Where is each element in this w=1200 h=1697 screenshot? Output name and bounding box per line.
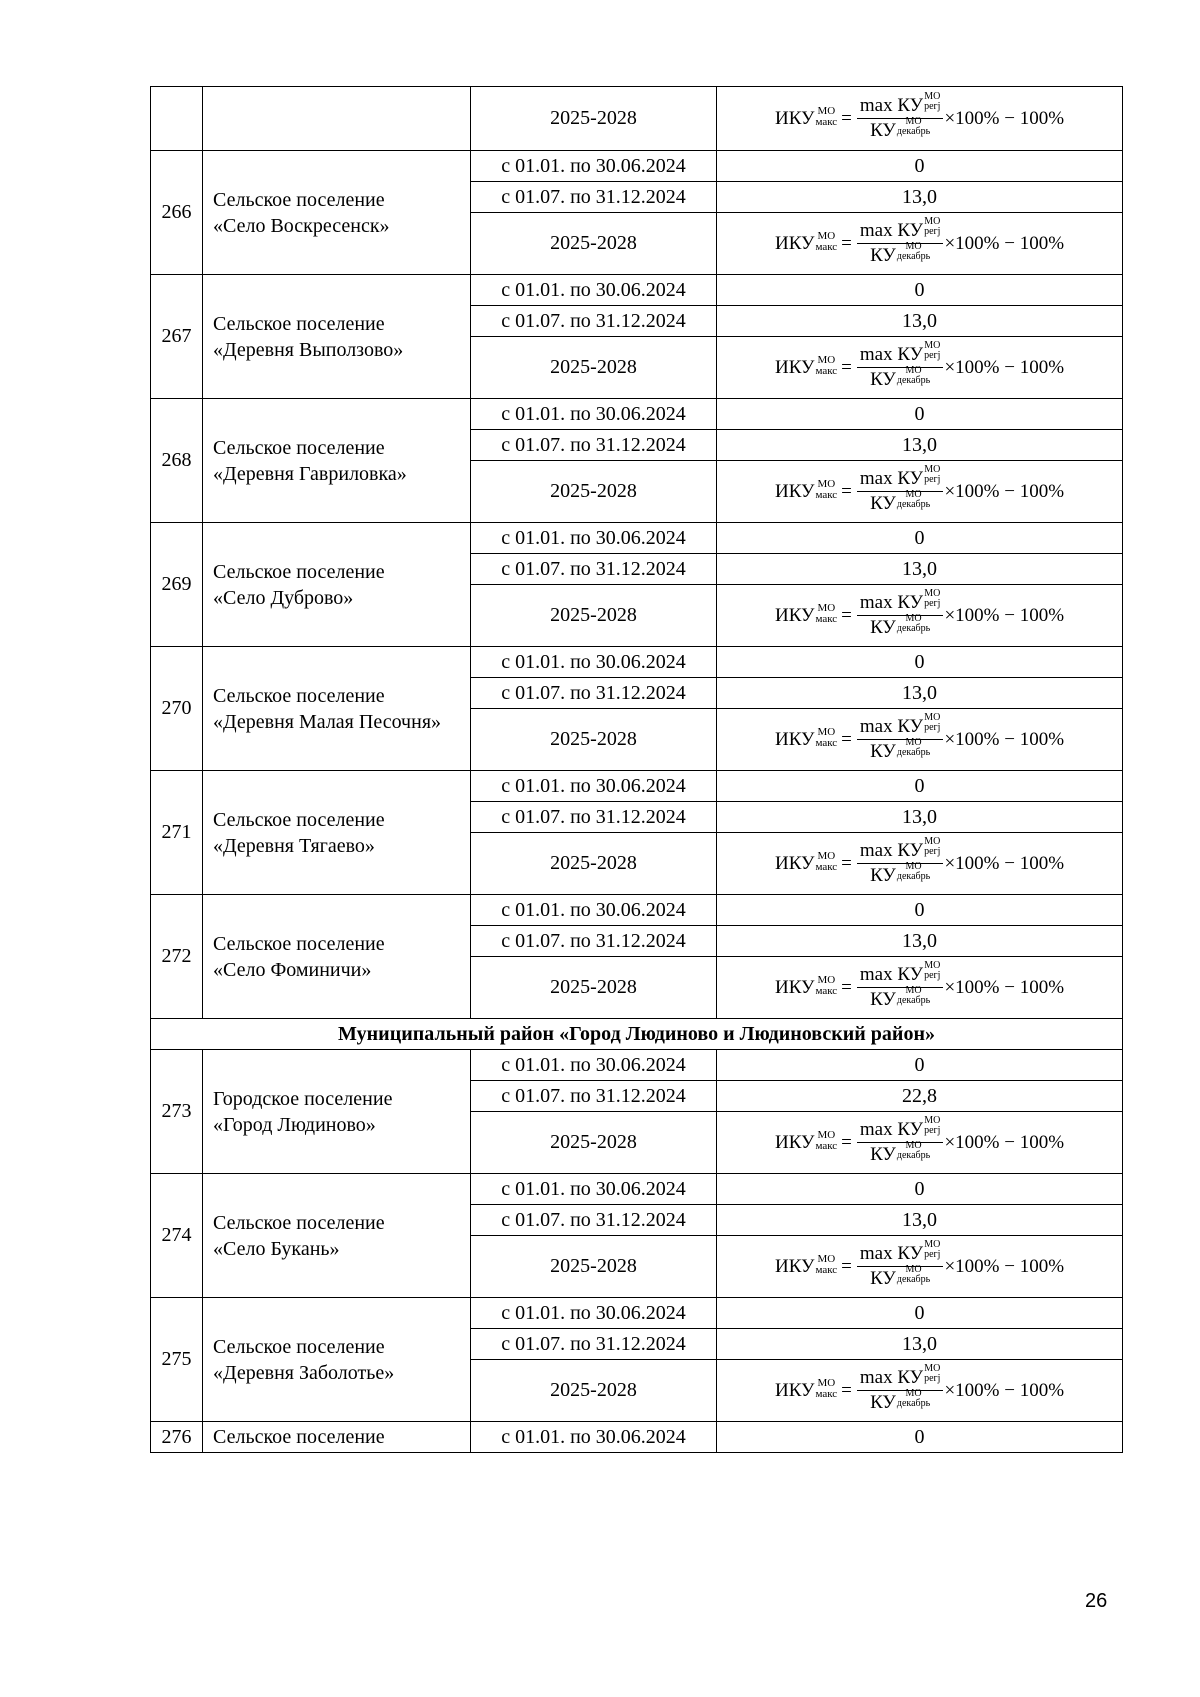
settlement-name: Сельское поселение «Село Фоминичи» — [203, 895, 471, 1019]
settlement-name: Сельское поселение «Село Букань» — [203, 1174, 471, 1298]
formula-fraction: max КУ МО регj КУ МО декабрь — [857, 344, 944, 391]
formula: ИКУ МО макс = max КУ МО регj КУ МО декабрь ×100% − 100% — [774, 216, 1065, 266]
formula-fraction: max КУ МО регj КУ МО декабрь — [857, 468, 944, 515]
period-cell: с 01.01. по 30.06.2024 — [471, 523, 717, 554]
formula-lhs: ИКУ МО макс — [774, 973, 838, 998]
settlement-name: Сельское поселение «Деревня Малая Песочня» — [203, 647, 471, 771]
period-cell: с 01.01. по 30.06.2024 — [471, 1422, 717, 1453]
row-number: 266 — [151, 151, 203, 275]
row-number: 274 — [151, 1174, 203, 1298]
settlement-name: Сельское поселение — [203, 1422, 471, 1453]
table-row — [151, 771, 1123, 802]
settlement-name: Сельское поселение «Село Воскресенск» — [203, 151, 471, 275]
period-cell: с 01.01. по 30.06.2024 — [471, 275, 717, 306]
table-row — [151, 1174, 1123, 1205]
row-number: 271 — [151, 771, 203, 895]
value-cell: 0 — [717, 771, 1123, 802]
value-cell: 13,0 — [717, 182, 1123, 213]
row-number: 273 — [151, 1050, 203, 1174]
row-number: 270 — [151, 647, 203, 771]
formula: ИКУ МО макс = max КУ МО регj КУ МО декабрь ×100% − 100% — [774, 1239, 1065, 1289]
period-cell: с 01.07. по 31.12.2024 — [471, 430, 717, 461]
value-cell: 13,0 — [717, 678, 1123, 709]
period-cell: с 01.01. по 30.06.2024 — [471, 895, 717, 926]
table-row — [151, 151, 1123, 182]
row-number: 276 — [151, 1422, 203, 1453]
table-row — [151, 399, 1123, 430]
period-cell: 2025-2028 — [471, 461, 717, 523]
row-number: 275 — [151, 1298, 203, 1422]
value-cell: 0 — [717, 275, 1123, 306]
period-cell: 2025-2028 — [471, 1112, 717, 1174]
formula-cell — [717, 957, 1123, 1019]
period-cell: с 01.01. по 30.06.2024 — [471, 1050, 717, 1081]
table-row — [151, 87, 1123, 151]
formula-cell — [717, 709, 1123, 771]
settlement-name: Городское поселение «Город Людиново» — [203, 1050, 471, 1174]
district-heading: Муниципальный район «Город Людиново и Людиновский район» — [151, 1019, 1123, 1050]
formula-lhs: ИКУ МО макс — [774, 1128, 838, 1153]
period-cell: 2025-2028 — [471, 957, 717, 1019]
formula: ИКУ МО макс = max КУ МО регj КУ МО декабрь ×100% − 100% — [774, 1363, 1065, 1413]
period-cell: с 01.01. по 30.06.2024 — [471, 151, 717, 182]
value-cell: 0 — [717, 1050, 1123, 1081]
formula: ИКУ МО макс = max КУ МО регj КУ МО декабрь ×100% − 100% — [774, 1115, 1065, 1165]
formula-cell — [717, 1236, 1123, 1298]
formula-lhs: ИКУ МО макс — [774, 229, 838, 254]
value-cell: 0 — [717, 647, 1123, 678]
formula-cell — [717, 337, 1123, 399]
period-cell: 2025-2028 — [471, 1360, 717, 1422]
formula-fraction: max КУ МО регj КУ МО декабрь — [857, 840, 944, 887]
period-cell: с 01.01. по 30.06.2024 — [471, 647, 717, 678]
settlement-name: Сельское поселение «Деревня Заболотье» — [203, 1298, 471, 1422]
settlement-name: Сельское поселение «Село Дуброво» — [203, 523, 471, 647]
table-row — [151, 1422, 1123, 1453]
district-heading-row — [151, 1019, 1123, 1050]
value-cell: 13,0 — [717, 1205, 1123, 1236]
value-cell: 13,0 — [717, 430, 1123, 461]
table-row — [151, 275, 1123, 306]
value-cell: 13,0 — [717, 554, 1123, 585]
table-row — [151, 647, 1123, 678]
table-row — [151, 1298, 1123, 1329]
period-cell: 2025-2028 — [471, 87, 717, 151]
formula-cell — [717, 585, 1123, 647]
value-cell: 13,0 — [717, 1329, 1123, 1360]
formula-fraction: max КУ МО регj КУ МО декабрь — [857, 964, 944, 1011]
value-cell: 13,0 — [717, 802, 1123, 833]
period-cell: с 01.07. по 31.12.2024 — [471, 554, 717, 585]
period-cell: с 01.07. по 31.12.2024 — [471, 1081, 717, 1112]
formula-cell — [717, 1112, 1123, 1174]
formula-fraction: max КУ МО регj КУ МО декабрь — [857, 716, 944, 763]
value-cell: 0 — [717, 1298, 1123, 1329]
formula: ИКУ МО макс = max КУ МО регj КУ МО декабрь ×100% − 100% — [774, 588, 1065, 638]
period-cell: с 01.07. по 31.12.2024 — [471, 678, 717, 709]
formula-fraction: max КУ МО регj КУ МО декабрь — [857, 220, 944, 267]
period-cell: с 01.01. по 30.06.2024 — [471, 771, 717, 802]
value-cell: 13,0 — [717, 926, 1123, 957]
value-cell: 0 — [717, 1174, 1123, 1205]
period-cell: 2025-2028 — [471, 337, 717, 399]
period-cell: с 01.07. по 31.12.2024 — [471, 182, 717, 213]
formula-lhs: ИКУ МО макс — [774, 477, 838, 502]
formula-fraction: max КУ МО регj КУ МО декабрь — [857, 95, 944, 142]
period-cell: с 01.01. по 30.06.2024 — [471, 399, 717, 430]
formula-fraction: max КУ МО регj КУ МО декабрь — [857, 592, 944, 639]
formula-fraction: max КУ МО регj КУ МО декабрь — [857, 1367, 944, 1414]
period-cell: с 01.01. по 30.06.2024 — [471, 1174, 717, 1205]
formula: ИКУ МО макс = max КУ МО регj КУ МО декабрь ×100% − 100% — [774, 836, 1065, 886]
value-cell: 13,0 — [717, 306, 1123, 337]
formula: ИКУ МО макс = max КУ МО регj КУ МО декабрь ×100% − 100% — [774, 340, 1065, 390]
formula: ИКУ МО макс = max КУ МО регj КУ МО декабрь ×100% − 100% — [774, 91, 1065, 141]
settlement-name: Сельское поселение «Деревня Выползово» — [203, 275, 471, 399]
formula-lhs: ИКУ МО макс — [774, 725, 838, 750]
row-number: 268 — [151, 399, 203, 523]
page-number: 26 — [1085, 1590, 1108, 1612]
period-cell: с 01.07. по 31.12.2024 — [471, 1205, 717, 1236]
value-cell: 0 — [717, 1422, 1123, 1453]
formula-cell — [717, 213, 1123, 275]
formula: ИКУ МО макс = max КУ МО регj КУ МО декабрь ×100% − 100% — [774, 960, 1065, 1010]
formula-lhs: ИКУ МО макс — [774, 849, 838, 874]
formula-lhs: ИКУ МО макс — [774, 353, 838, 378]
settlement-name: Сельское поселение «Деревня Гавриловка» — [203, 399, 471, 523]
formula-cell — [717, 1360, 1123, 1422]
period-cell: 2025-2028 — [471, 585, 717, 647]
period-cell: с 01.01. по 30.06.2024 — [471, 1298, 717, 1329]
period-cell: 2025-2028 — [471, 1236, 717, 1298]
formula-cell — [717, 833, 1123, 895]
period-cell: с 01.07. по 31.12.2024 — [471, 1329, 717, 1360]
formula-fraction: max КУ МО регj КУ МО декабрь — [857, 1119, 944, 1166]
formula: ИКУ МО макс = max КУ МО регj КУ МО декабрь ×100% − 100% — [774, 712, 1065, 762]
value-cell: 0 — [717, 523, 1123, 554]
formula-cell — [717, 461, 1123, 523]
formula-cell — [717, 87, 1123, 151]
formula-lhs: ИКУ МО макс — [774, 601, 838, 626]
formula: ИКУ МО макс = max КУ МО регj КУ МО декабрь ×100% − 100% — [774, 464, 1065, 514]
formula-fraction: max КУ МО регj КУ МО декабрь — [857, 1243, 944, 1290]
tariff-table — [150, 86, 1123, 1453]
settlement-name: Сельское поселение «Деревня Тягаево» — [203, 771, 471, 895]
table-row — [151, 523, 1123, 554]
period-cell: 2025-2028 — [471, 213, 717, 275]
formula-lhs: ИКУ МО макс — [774, 1376, 838, 1401]
value-cell: 0 — [717, 151, 1123, 182]
value-cell: 0 — [717, 399, 1123, 430]
settlement-name — [203, 87, 471, 151]
row-number: 269 — [151, 523, 203, 647]
row-number: 267 — [151, 275, 203, 399]
period-cell: с 01.07. по 31.12.2024 — [471, 306, 717, 337]
period-cell: 2025-2028 — [471, 709, 717, 771]
period-cell: с 01.07. по 31.12.2024 — [471, 926, 717, 957]
row-number — [151, 87, 203, 151]
formula-lhs: ИКУ МО макс — [774, 1252, 838, 1277]
row-number: 272 — [151, 895, 203, 1019]
value-cell: 22,8 — [717, 1081, 1123, 1112]
table-row — [151, 895, 1123, 926]
period-cell: с 01.07. по 31.12.2024 — [471, 802, 717, 833]
formula-lhs: ИКУ МО макс — [774, 104, 838, 129]
value-cell: 0 — [717, 895, 1123, 926]
table-row — [151, 1050, 1123, 1081]
period-cell: 2025-2028 — [471, 833, 717, 895]
